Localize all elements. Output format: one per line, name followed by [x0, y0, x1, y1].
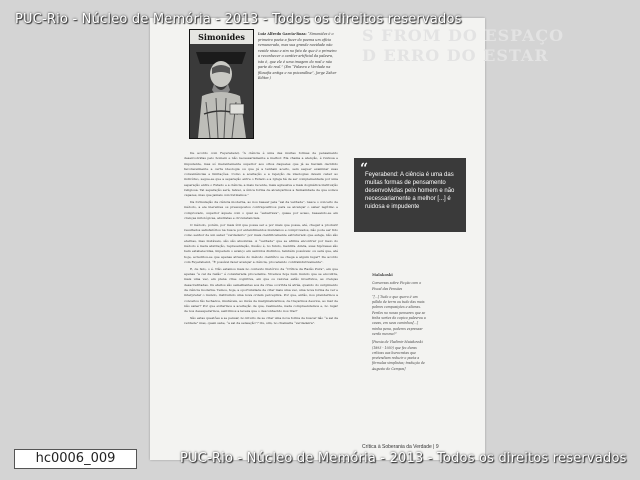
caption-author: Luiz Alfredo Garcia-Roza: — [258, 32, 307, 36]
sidebar-note: [Poesia de Vladimir Maiakovski (1893 - 1930) que fez duras críticas aos burocratas que pretendiam reduzir o poeta a fórmulas simplistas; tradução de Augusto de Campos] — [372, 340, 425, 371]
portrait-figure — [190, 44, 253, 138]
pull-quote-text: Feyerabend: A ciência é uma das muitas formas de pensamento desenvolvidas pelo homem e não necessariamente a melhor [...] é ruidosa e impudente — [365, 172, 455, 210]
pull-quote-box — [354, 158, 466, 232]
body-paragraph: São estas questões a se pensar, no intuito de se criar uma nova forma de buscar não “a sal da verdade” mas, quem sabe, “a sal da sensação”? Ou, sim, no chamaria “verdadeira”. — [184, 315, 338, 326]
watermark-top: PUC-Rio - Núcleo de Memória - 2013 - Todos os direitos reservados — [15, 12, 462, 27]
sidebar-poem — [372, 273, 428, 375]
body-paragraph: E, de fato, o é. Não estamos mais no contexto histórico da “Crítica da Razão Pura”, em que apenas “a cal da razão” é considerada procedente. Vivemos hoje num mundo que se encontra, mais uma vez, em plena crise cognitiva, em que os valores estão invertidos, as crenças desacreditadas. Os efeitos são semelhantes aos da crise ocorrida lá atrás, quando do surgimento da ciência moderna. Temos, hoje, a oportunidade de criar mais uma vez, uma nova forma de ver e interpretar o mundo, instituindo uma nova ordem perceptiva. Por que, então, nos prendermos a conceitos tão fechados, imutáveis, ao invés de marginalizarmos, de traçarmos desvios, ao mar de não saber? Por que evitarmos a aceitação de que, realmente, nada compreendemos e, no lugar de nos desesperarmos, sentirmos a leveza que o desconhecido nos traz? — [184, 266, 338, 314]
watermark-bottom: PUC-Rio - Núcleo de Memória - 2013 - Todos os direitos reservados — [180, 451, 627, 466]
illustration-caption — [258, 32, 338, 82]
article-body — [184, 151, 338, 328]
sidebar-poet-name: Malakoski — [372, 273, 393, 277]
sidebar-verses: “[...] Tudo o que quero é um pálido de terra ou tudo das mais pobres composições e alienas. Perdes no nosso pensares que se tinha sortes do copico palavrou a cavas, em seus caminhos[...] minha pena, poderes expressar verdo mesmo?” — [372, 294, 426, 336]
page-footer: Crítica à Soberania da Verdade | 9 — [362, 444, 439, 450]
body-paragraph: De acordo com Feyerabend, “A ciência é uma das muitas formas de pensamento desenvolvidas pelo homem e não necessariamente a melhor. Ela chama a atenção, é ruidosa e impudente, mas só inerentemente superior aos olhos daqueles que já se haviam decidido favoravelmente a certa ideologia ou que já a tenham aceito, sem sequer examinar suas conveniências e limitações. Como a aceitação e a rejeição de ideologias devem caber ao indivíduo, segue-se que a separação entre o Estado e a Igreja há de ser complementada por uma separação entre o Estado e a ciência, a mais recente, mais agressiva e mais dogmática instituição religiosa. Tal separação será, talvez, a única forma de alcançarmos a humanidade de que somos capazes, mas que jamais concretizamos.” — [184, 151, 338, 198]
sidebar-intro: Conversas sobre Ficção com o Fiscal das Pensões — [372, 281, 422, 291]
caption-text: “Simonides é o primeiro poeta a fazer do poema um ofício remunerado, mas sua grande novidade não reside nisso e sim no fato de que é o primeiro a reconhecer o caráter artificial da palavra, isto é, que ele é uma imagem do real e não parte do real.” (Em “Palavra e Verdade na filosofia antiga e na psicanálise”, Jorge Zahar Editor.) — [258, 32, 337, 80]
body-paragraph: O método, porém, por mais útil que possa ser e por mais que possa, até, chegar a produzir resultados satisfatórios na busca por entendimentos mundanos e comprovados, não pode ser tido como senhor de um saber “verdadeiro” por mais cientificamente estruturado que esteja, não são eternas, mas mutáveis, são são absolutas. A “verdade” que se afirma encontrar por meio do método é mera abstração, representação, ilusão; é, no fundo, mentira. Ainda, suas hipóteses são bem estabelecidas, impedem o avanço em sentidos distintos, também possíveis: ou será que, até hoje, acreditou-se que apenas através do método científico se chega a algum lugar? De acordo com Feyerabend, “É possível fazer avançar a ciência, procedendo contraindutivamente”. — [184, 222, 338, 264]
illustration-label: Simonides — [190, 30, 253, 45]
quote-mark-icon: “ — [360, 161, 369, 177]
body-paragraph: Da formulação da ciência moderna, ao nos basear pela “sal da verdade”, nasce o conceito de método, a ele inerentes os pressupostos contrapositivos para se alcançar o saber legítimo e comprovado, superior àquele com o qual se “esbarrava”, quase por acaso, baseando-se em crenças mitológicas, abstratas e circunstanciais. — [184, 200, 338, 221]
document-code-label: hc0006_009 — [14, 449, 137, 469]
bleed-through-text: D ERRO DO ESTAR — [362, 46, 549, 65]
bleed-through-text: S FROM DO ESPAÇO — [362, 26, 565, 45]
simonides-woodcut-illustration — [189, 29, 254, 139]
